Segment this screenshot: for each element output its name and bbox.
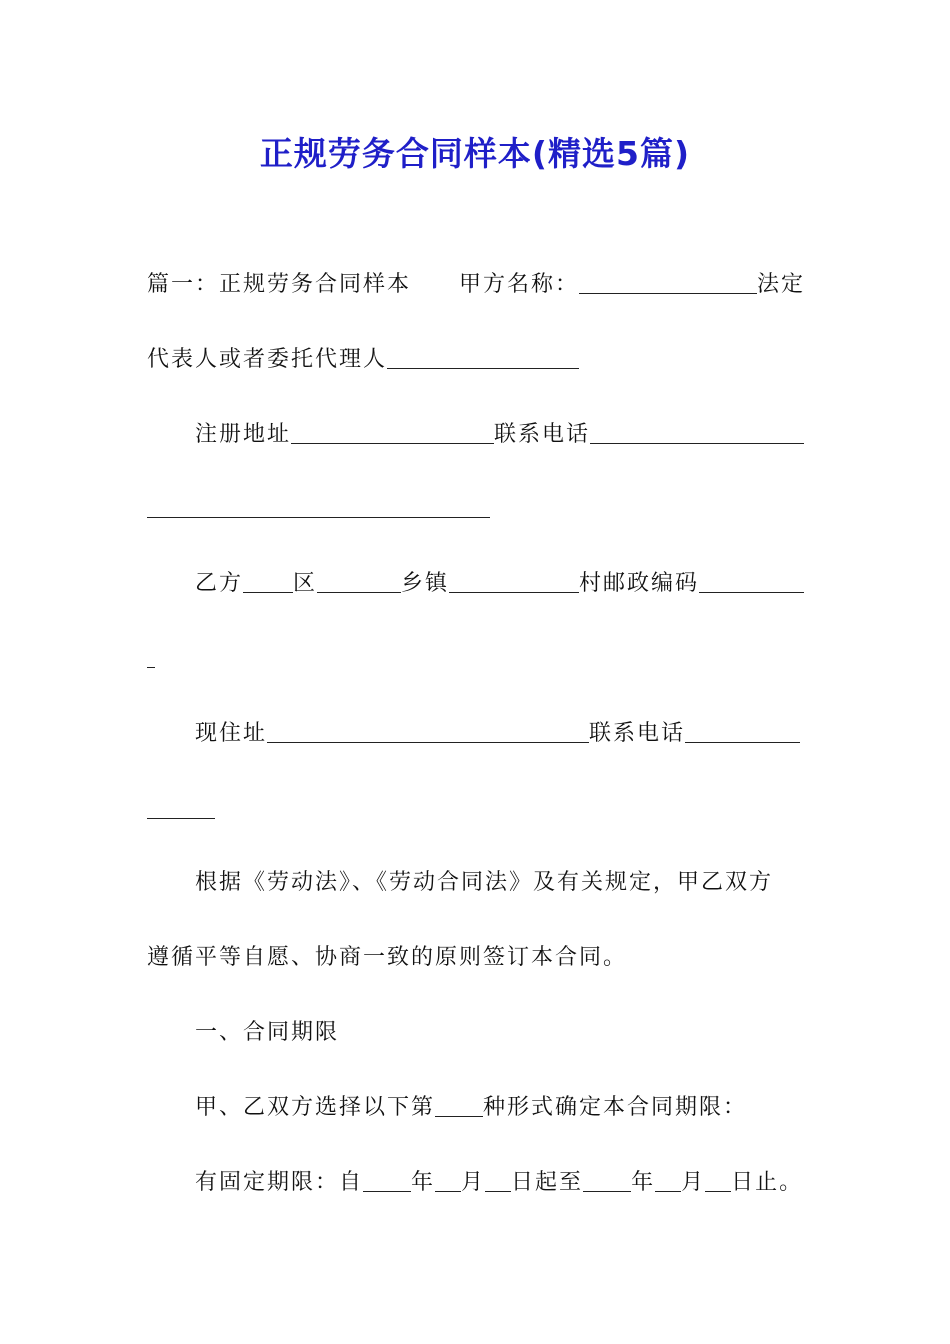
registered-address-label: 注册地址: [195, 422, 292, 447]
continuation-blank[interactable]: [147, 517, 490, 518]
district-blank[interactable]: [317, 570, 401, 593]
current-address-line: [195, 719, 807, 749]
postcode-continuation-blank[interactable]: [147, 667, 155, 668]
term-choice-blank[interactable]: [435, 1094, 483, 1117]
contact-phone-label: 联系电话: [494, 422, 591, 447]
contact-phone-label-2: 联系电话: [589, 721, 686, 746]
contact-phone-blank-2[interactable]: [685, 720, 800, 743]
registered-address-line: [195, 420, 807, 450]
term-choice-suffix: 种形式确定本合同期限：: [483, 1095, 748, 1120]
village-postcode-label: 村邮政编码: [579, 571, 700, 596]
start-day-blank[interactable]: [485, 1169, 511, 1192]
fixed-term-label: 有固定期限：自: [195, 1170, 364, 1195]
party-a-name-label: 甲方名称：: [459, 272, 580, 297]
legal-rep-prefix: 法定: [757, 272, 806, 297]
section-header-line: [147, 270, 807, 300]
day-end-label: 日止。: [731, 1170, 804, 1195]
basis-paragraph-line1: 根据《劳动法》、《劳动合同法》及有关规定，甲乙双方: [195, 870, 774, 895]
current-address-label: 现住址: [195, 721, 268, 746]
party-b-line: [195, 569, 807, 599]
legal-rep-line: [147, 345, 807, 375]
start-month-blank[interactable]: [435, 1169, 461, 1192]
fixed-term-line: [195, 1168, 807, 1198]
party-b-label: 乙方: [195, 571, 244, 596]
phone-continuation-blank[interactable]: [147, 818, 215, 819]
day-from-label: 日起至: [511, 1170, 584, 1195]
document-title: 正规劳务合同样本(精选5篇): [259, 134, 691, 173]
legal-rep-blank[interactable]: [387, 346, 579, 369]
current-address-blank[interactable]: [267, 720, 589, 743]
registered-address-blank[interactable]: [291, 421, 494, 444]
year-label-2: 年: [631, 1170, 656, 1195]
party-b-blank[interactable]: [243, 570, 293, 593]
year-label: 年: [411, 1170, 436, 1195]
month-label: 月: [461, 1170, 486, 1195]
district-label: 区: [293, 571, 318, 596]
term-choice-prefix: 甲、乙双方选择以下第: [195, 1095, 436, 1120]
term-choice-line: [195, 1093, 807, 1123]
start-year-blank[interactable]: [363, 1169, 411, 1192]
clause1-heading: 一、合同期限: [195, 1020, 340, 1045]
legal-rep-label: 代表人或者委托代理人: [147, 347, 388, 372]
party-a-name-blank[interactable]: [579, 271, 757, 294]
month-label-2: 月: [681, 1170, 706, 1195]
township-label: 乡镇: [401, 571, 450, 596]
end-day-blank[interactable]: [705, 1169, 731, 1192]
basis-paragraph-line2: 遵循平等自愿、协商一致的原则签订本合同。: [147, 945, 628, 970]
end-year-blank[interactable]: [583, 1169, 631, 1192]
end-month-blank[interactable]: [655, 1169, 681, 1192]
postcode-blank[interactable]: [699, 570, 804, 593]
section-label: 篇一：正规劳务合同样本: [147, 272, 412, 297]
contact-phone-blank[interactable]: [590, 421, 804, 444]
township-blank[interactable]: [449, 570, 579, 593]
